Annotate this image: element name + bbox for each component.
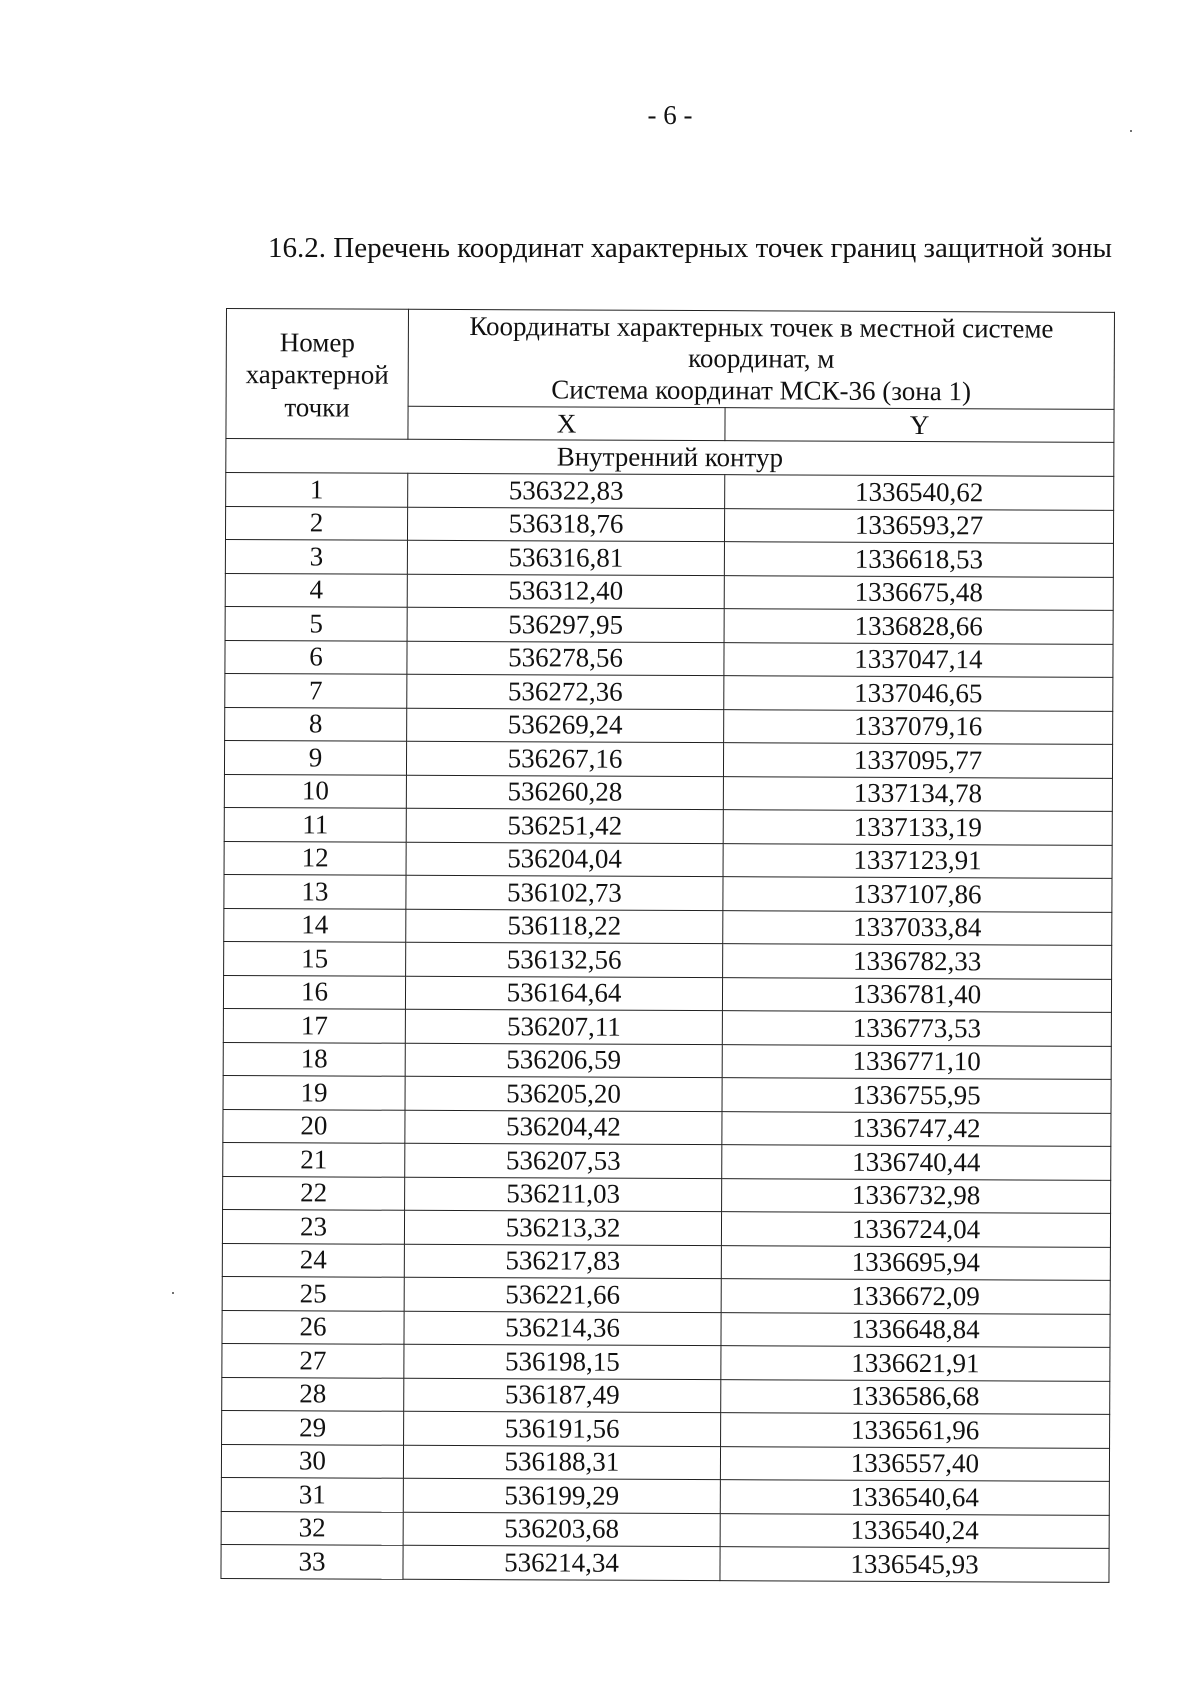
header-coordinates bbox=[408, 309, 1114, 409]
contour-row bbox=[226, 439, 1114, 477]
y-coordinate-cell: 1337046,65 bbox=[724, 676, 1113, 711]
point-number-cell: 33 bbox=[221, 1544, 403, 1578]
y-coordinate-cell: 1336740,44 bbox=[722, 1145, 1111, 1180]
table-row bbox=[222, 1410, 1110, 1447]
x-coordinate-cell: 536260,28 bbox=[406, 775, 723, 810]
x-coordinate-cell: 536312,40 bbox=[407, 574, 724, 609]
y-coordinate-cell: 1337133,19 bbox=[723, 810, 1112, 845]
y-coordinate-cell: 1336545,93 bbox=[720, 1547, 1109, 1582]
table-row bbox=[225, 673, 1113, 710]
table-row bbox=[222, 1209, 1110, 1246]
table-row bbox=[223, 1042, 1111, 1079]
x-coordinate-cell: 536269,24 bbox=[407, 708, 724, 743]
x-coordinate-cell: 536211,03 bbox=[405, 1177, 722, 1212]
y-coordinate-cell: 1336755,95 bbox=[722, 1078, 1111, 1113]
table-row bbox=[221, 1544, 1109, 1581]
table-row bbox=[222, 1243, 1110, 1280]
x-coordinate-cell: 536278,56 bbox=[407, 641, 724, 676]
x-coordinate-cell: 536118,22 bbox=[406, 909, 723, 944]
point-number-cell: 26 bbox=[222, 1310, 404, 1344]
table-row bbox=[221, 1511, 1109, 1548]
x-coordinate-cell: 536198,15 bbox=[404, 1344, 721, 1379]
table-row bbox=[224, 740, 1112, 777]
x-coordinate-cell: 536204,04 bbox=[406, 842, 723, 877]
x-coordinate-cell: 536132,56 bbox=[406, 942, 723, 977]
x-coordinate-cell: 536187,49 bbox=[404, 1378, 721, 1413]
section-title: 16.2. Перечень координат характерных точек границ защитной зоны bbox=[268, 232, 1112, 264]
table-row bbox=[221, 1444, 1109, 1481]
x-coordinate-cell: 536214,36 bbox=[404, 1311, 721, 1346]
x-coordinate-cell: 536207,11 bbox=[405, 1009, 722, 1044]
point-number-cell: 7 bbox=[225, 673, 407, 707]
table-row bbox=[224, 841, 1112, 878]
y-coordinate-cell: 1336586,68 bbox=[721, 1379, 1110, 1414]
y-coordinate-cell: 1336695,94 bbox=[721, 1245, 1110, 1280]
y-coordinate-cell: 1337107,86 bbox=[723, 877, 1112, 912]
point-number-cell: 4 bbox=[225, 573, 407, 607]
point-number-cell: 25 bbox=[222, 1276, 404, 1310]
point-number-cell: 2 bbox=[225, 506, 407, 540]
point-number-cell: 31 bbox=[221, 1477, 403, 1511]
y-coordinate-cell: 1336782,33 bbox=[723, 944, 1112, 979]
y-coordinate-cell: 1336540,24 bbox=[720, 1513, 1109, 1548]
y-coordinate-cell: 1336593,27 bbox=[724, 508, 1113, 543]
point-number-cell: 3 bbox=[225, 540, 407, 574]
point-number-cell: 30 bbox=[221, 1444, 403, 1478]
x-coordinate-cell: 536297,95 bbox=[407, 607, 724, 642]
y-coordinate-cell: 1336781,40 bbox=[722, 977, 1111, 1012]
header-x: X bbox=[408, 406, 725, 440]
table-row bbox=[224, 807, 1112, 844]
point-number-cell: 14 bbox=[224, 908, 406, 942]
point-number-cell: 24 bbox=[222, 1243, 404, 1277]
x-coordinate-cell: 536206,59 bbox=[405, 1043, 722, 1078]
header-coordinates-text: Координаты характерных точек в местной системе координат, м bbox=[469, 311, 1054, 375]
x-coordinate-cell: 536199,29 bbox=[403, 1478, 720, 1513]
point-number-cell: 21 bbox=[223, 1142, 405, 1176]
point-number-cell: 19 bbox=[223, 1075, 405, 1109]
table-row bbox=[223, 1109, 1111, 1146]
table-row bbox=[225, 640, 1113, 677]
header-row bbox=[226, 309, 1114, 410]
x-coordinate-cell: 536267,16 bbox=[406, 741, 723, 776]
y-coordinate-cell: 1337079,16 bbox=[724, 709, 1113, 744]
table-row bbox=[224, 874, 1112, 911]
point-number-cell: 17 bbox=[223, 1008, 405, 1042]
point-number-cell: 9 bbox=[224, 740, 406, 774]
table-row bbox=[223, 1075, 1111, 1112]
x-coordinate-cell: 536205,20 bbox=[405, 1076, 722, 1111]
header-point-number: Номер характерной точки bbox=[226, 309, 409, 440]
point-number-cell: 11 bbox=[224, 807, 406, 841]
x-coordinate-cell: 536188,31 bbox=[403, 1445, 720, 1480]
x-coordinate-cell: 536191,56 bbox=[404, 1411, 721, 1446]
y-coordinate-cell: 1336557,40 bbox=[720, 1446, 1109, 1481]
table-row bbox=[222, 1276, 1110, 1313]
y-coordinate-cell: 1337047,14 bbox=[724, 642, 1113, 677]
table-row bbox=[223, 1008, 1111, 1045]
point-number-cell: 23 bbox=[222, 1209, 404, 1243]
y-coordinate-cell: 1336747,42 bbox=[722, 1111, 1111, 1146]
x-coordinate-cell: 536213,32 bbox=[404, 1210, 721, 1245]
table-row bbox=[225, 707, 1113, 744]
x-coordinate-cell: 536214,34 bbox=[403, 1545, 720, 1580]
x-coordinate-cell: 536204,42 bbox=[405, 1110, 722, 1145]
point-number-cell: 6 bbox=[225, 640, 407, 674]
table-row bbox=[225, 540, 1113, 577]
scan-speck bbox=[1130, 130, 1132, 132]
y-coordinate-cell: 1336828,66 bbox=[724, 609, 1113, 644]
y-coordinate-cell: 1336724,04 bbox=[721, 1212, 1110, 1247]
x-coordinate-cell: 536207,53 bbox=[405, 1143, 722, 1178]
point-number-cell: 20 bbox=[223, 1109, 405, 1143]
header-coordinate-system: Система координат МСК-36 (зона 1) bbox=[551, 373, 972, 406]
point-number-cell: 16 bbox=[223, 975, 405, 1009]
y-coordinate-cell: 1336540,64 bbox=[720, 1480, 1109, 1515]
y-coordinate-cell: 1336773,53 bbox=[722, 1011, 1111, 1046]
point-number-cell: 8 bbox=[225, 707, 407, 741]
table-row bbox=[223, 1142, 1111, 1179]
table-row bbox=[222, 1377, 1110, 1414]
point-number-cell: 10 bbox=[224, 774, 406, 808]
point-number-cell: 29 bbox=[222, 1410, 404, 1444]
x-coordinate-cell: 536217,83 bbox=[404, 1244, 721, 1279]
x-coordinate-cell: 536272,36 bbox=[407, 674, 724, 709]
table-row bbox=[223, 1176, 1111, 1213]
y-coordinate-cell: 1336732,98 bbox=[722, 1178, 1111, 1213]
table-row bbox=[224, 774, 1112, 811]
y-coordinate-cell: 1337134,78 bbox=[723, 776, 1112, 811]
x-coordinate-cell: 536322,83 bbox=[408, 473, 725, 508]
point-number-cell: 22 bbox=[223, 1176, 405, 1210]
table-row bbox=[225, 573, 1113, 610]
x-coordinate-cell: 536316,81 bbox=[407, 540, 724, 575]
x-coordinate-cell: 536203,68 bbox=[403, 1512, 720, 1547]
point-number-cell: 32 bbox=[221, 1511, 403, 1545]
coordinates-table-wrapper bbox=[220, 308, 1114, 1582]
scan-speck bbox=[172, 1292, 174, 1294]
y-coordinate-cell: 1336561,96 bbox=[721, 1413, 1110, 1448]
table-row bbox=[224, 941, 1112, 978]
page-number: - 6 - bbox=[647, 100, 693, 130]
x-coordinate-cell: 536251,42 bbox=[406, 808, 723, 843]
point-number-cell: 5 bbox=[225, 606, 407, 640]
table-row bbox=[226, 473, 1114, 510]
y-coordinate-cell: 1336621,91 bbox=[721, 1346, 1110, 1381]
table-row bbox=[223, 975, 1111, 1012]
contour-label: Внутренний контур bbox=[226, 439, 1114, 477]
x-coordinate-cell: 536221,66 bbox=[404, 1277, 721, 1312]
point-number-cell: 13 bbox=[224, 874, 406, 908]
x-coordinate-cell: 536102,73 bbox=[406, 875, 723, 910]
y-coordinate-cell: 1336771,10 bbox=[722, 1044, 1111, 1079]
table-row bbox=[222, 1343, 1110, 1380]
point-number-cell: 28 bbox=[222, 1377, 404, 1411]
y-coordinate-cell: 1336618,53 bbox=[724, 542, 1113, 577]
y-coordinate-cell: 1336540,62 bbox=[725, 475, 1114, 510]
table-row bbox=[221, 1477, 1109, 1514]
y-coordinate-cell: 1337095,77 bbox=[723, 743, 1112, 778]
table-row bbox=[225, 506, 1113, 543]
header-y: Y bbox=[725, 408, 1114, 443]
coordinates-table bbox=[220, 308, 1115, 1582]
point-number-cell: 12 bbox=[224, 841, 406, 875]
table-row bbox=[224, 908, 1112, 945]
x-coordinate-cell: 536164,64 bbox=[405, 976, 722, 1011]
table-row bbox=[225, 606, 1113, 643]
point-number-cell: 15 bbox=[224, 941, 406, 975]
y-coordinate-cell: 1336672,09 bbox=[721, 1279, 1110, 1314]
point-number-cell: 1 bbox=[226, 473, 408, 507]
point-number-cell: 18 bbox=[223, 1042, 405, 1076]
y-coordinate-cell: 1337123,91 bbox=[723, 843, 1112, 878]
y-coordinate-cell: 1337033,84 bbox=[723, 910, 1112, 945]
y-coordinate-cell: 1336648,84 bbox=[721, 1312, 1110, 1347]
point-number-cell: 27 bbox=[222, 1343, 404, 1377]
x-coordinate-cell: 536318,76 bbox=[407, 507, 724, 542]
table-row bbox=[222, 1310, 1110, 1347]
y-coordinate-cell: 1336675,48 bbox=[724, 575, 1113, 610]
